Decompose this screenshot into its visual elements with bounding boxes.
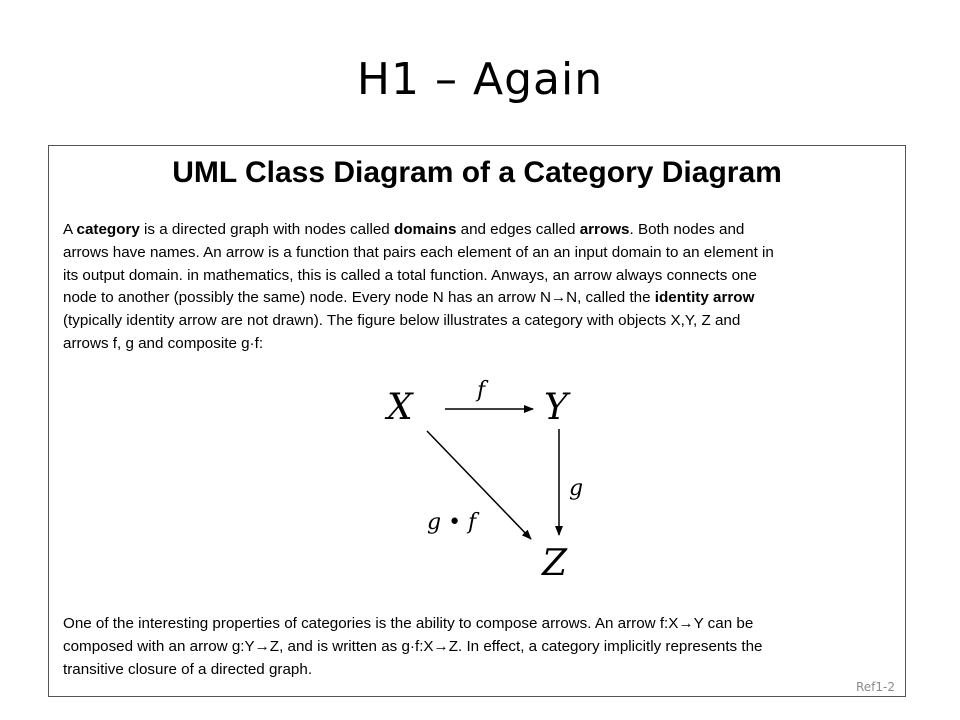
text-run: A: [63, 221, 77, 238]
text-run: . Both nodes and: [629, 221, 745, 238]
paragraph-line: [63, 287, 893, 310]
node-z: Z: [542, 543, 568, 584]
paragraph-line: composed with an arrow g:Y→Z, and is written as g·f:X→Z. In effect, a category implicitly represents the: [63, 637, 763, 655]
arrow-g-label: g: [569, 476, 584, 501]
paragraph-line: arrows f, g and composite g·f:: [63, 334, 264, 352]
slide-reference: Ref1-2: [855, 680, 895, 694]
paragraph-line: [63, 219, 893, 242]
paragraph-line: transitive closure of a directed graph.: [63, 660, 313, 678]
arrow-f-label: f: [477, 378, 486, 403]
term-domains: domains: [393, 221, 457, 238]
paragraph-line: (typically identity arrow are not drawn). The figure below illustrates a category with objects X,Y, Z and: [63, 312, 741, 330]
term-identity-arrow: identity arrow: [654, 289, 755, 307]
text-run: node to another (possibly the same) node. Every node N has an arrow N→N, called the: [63, 289, 655, 307]
text-run: and edges called: [456, 221, 580, 238]
document-heading: UML Class Diagram of a Category Diagram: [172, 156, 782, 189]
node-y: Y: [544, 387, 568, 428]
node-x: X: [387, 387, 413, 428]
text-run: is a directed graph with nodes called: [139, 221, 394, 238]
term-arrows: arrows: [579, 221, 630, 238]
intro-paragraph: [63, 219, 893, 356]
document-image: [48, 145, 906, 697]
paragraph-line: One of the interesting properties of categories is the ability to compose arrows. An arrow f:X→Y can be: [63, 615, 754, 632]
slide-title: H1 – Again: [356, 54, 604, 105]
arrow-gf-label: g • f: [427, 510, 477, 535]
category-diagram: [379, 371, 639, 586]
term-category: category: [76, 221, 140, 238]
composition-paragraph: [63, 613, 893, 681]
paragraph-line: its output domain. in mathematics, this is called a total function. Anways, an arrow always connects one: [63, 266, 757, 284]
paragraph-line: arrows have names. An arrow is a function that pairs each element of an an input domain to an element in: [63, 243, 774, 261]
